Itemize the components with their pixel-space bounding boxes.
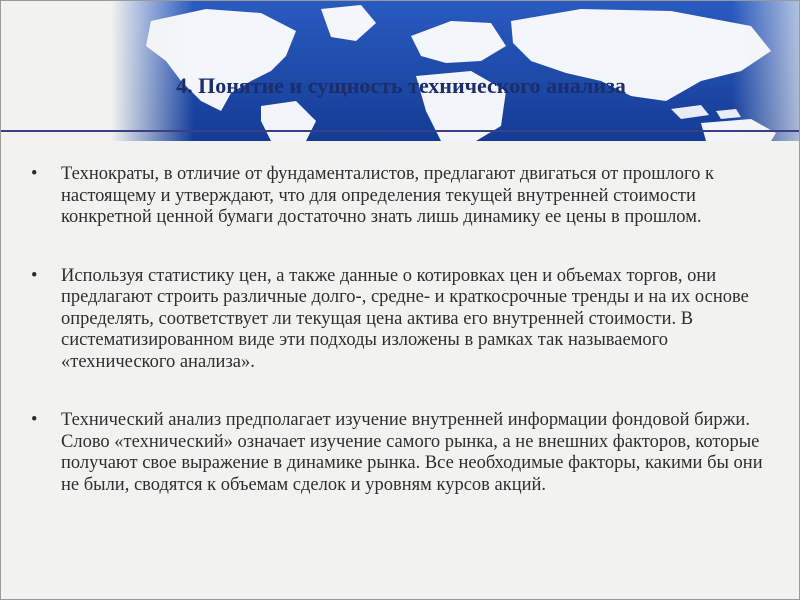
bullet-text: Технократы, в отличие от фундаменталистов, предлагают двигаться от прошлого к настоящему и утверждают, что для определения текущей внутренней стоимости конкретной ценной бумаги достаточно знать лишь динамику ее цены в прошлом. — [61, 164, 714, 227]
world-map-banner — [111, 1, 800, 141]
bullet-marker: • — [31, 164, 38, 184]
slide-title: 4. Понятие и сущность технического анализа — [176, 73, 626, 98]
bullet-item — [31, 410, 771, 496]
bullet-text: Используя статистику цен, а также данные о котировках цен и объемах торгов, они предлагают строить различные долго-, средне- и краткосрочные тренды и на их основе определять, соответствует ли текущая цена актива его внутренней стоимости. В систематизированном виде эти подходы изложены в рамках так называемого «технического анализа». — [61, 265, 749, 372]
bullet-list — [31, 164, 771, 496]
bullet-item — [31, 266, 771, 374]
bullet-marker: • — [31, 410, 38, 430]
world-map-image — [111, 1, 800, 141]
bullet-marker: • — [31, 265, 38, 286]
title-divider — [1, 130, 800, 132]
bullet-text: Технический анализ предполагает изучение внутренней информации фондовой биржи. Слово «технический» означает изучение самого рынка, а не внешних факторов, которые получают свое выражение в динамике рынка. Все необходимые факторы, какими бы они не были, сводятся к объемам сделок и уровням курсов акций. — [61, 410, 763, 495]
slide-header — [1, 1, 800, 141]
bullet-item — [31, 164, 771, 229]
